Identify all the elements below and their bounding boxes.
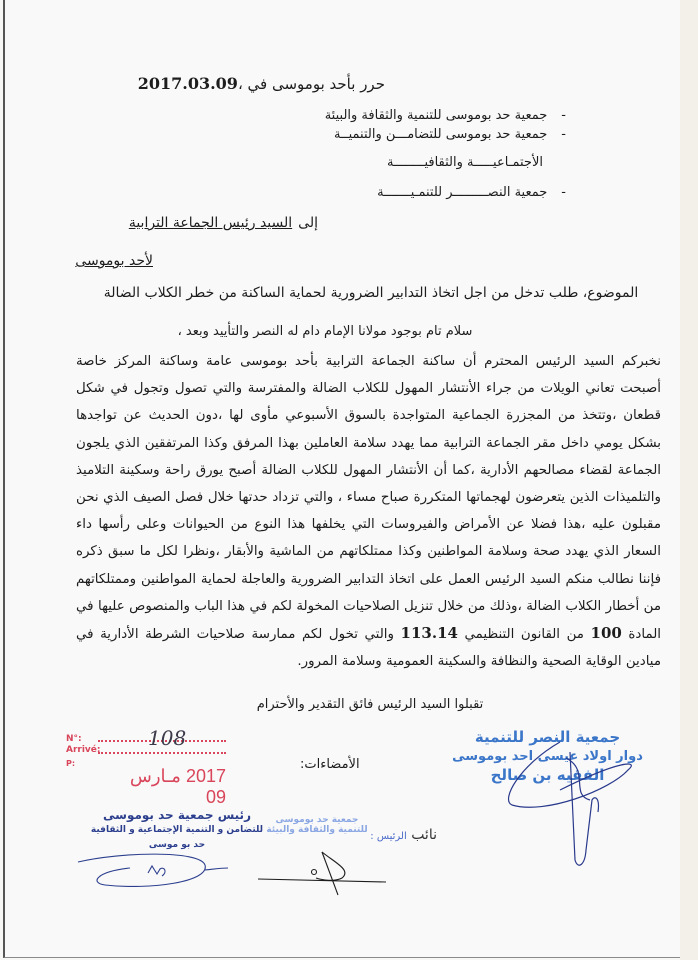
law-number: 113.14	[400, 624, 458, 643]
article-number: 100	[590, 624, 622, 643]
closing-line: تقبلوا السيد الرئيس فائق التقدير والأحترام	[256, 697, 484, 712]
stamp-p-label: P:	[66, 759, 76, 768]
stamp-line: دوار اولاد عيسى احد بوموسى	[452, 749, 643, 764]
sender-name: جمعية حد بوموسى للتنمية والثقافة والبيئة	[324, 108, 548, 123]
stamp-line: رئيس جمعية حد بوموسى	[103, 808, 251, 822]
small-association-stamp: جمعية حد بوموسى للتنمية والثقافة والبيئة	[266, 815, 368, 835]
recipient-place: لأحد بوموسى	[75, 253, 153, 269]
sender-2-continued	[387, 155, 543, 170]
deputy-label-sub: الرئيس :	[370, 831, 407, 842]
deputy-label-main: نائب	[411, 827, 437, 843]
recipient-prefix: إلى	[298, 215, 318, 231]
stamp-line: جمعية النصر للتنمية	[474, 728, 621, 746]
body-part-1: نخبركم السيد الرئيس المحترم أن ساكنة الجماعة الترابية بأحد بوموسى عامة وساكنة المركز خاصة أصبحت تعاني الويلات من جراء الأنتشار المهول للكلاب الضالة والمفترسة والتي تصول وتجول في شكل قطعان ،وتتخذ من المجزرة الجماعية المتواجدة بالسوق الأسبوعي مأوى لها ،دون الحديث عن تواجدها بشكل يومي داخل مقر الجماعة الترابية مما يهدد سلامة العاملين بهذا المرفق وكذا المرتفقين الذي يلجون الجماعة لقضاء مصالحهم الأدارية ،كما أن الأنتشار المهول للكلاب الضالة أصبح يورق راحة وسكينة التلاميذ والتلميذات الذين يتعرضون لهجماتها المتكررة صباح مساء ، والتي تزداد حدتها خلال فصل الصيف الذي نحن مقبلون عليه ،هذا فضلا عن الأمراض والفيروسات التي يخلفها هذا النوع من الحيوانات وعلى رأسها داء السعار الذي يهدد صحة وسلامة المواطنين وكذا ممتلكاتهم من الماشية والأبقار ،ونظرا لكل ما سبق ذكره فإننا نطالب منكم السيد الرئيس العمل على اتخاذ التدابير الضرورية والعاجلة لحماية المواطنين وممتلكاتهم من أخطار الكلاب الضالة ،وذلك من خلال تنزيل الصلاحيات المخولة لكم في هذا الباب والمنصوص عليها في المادة	[76, 354, 661, 643]
alnasr-association-stamp	[445, 728, 650, 785]
body-part-2: من القانون التنظيمي	[457, 627, 591, 643]
sender-dash: -	[561, 185, 566, 200]
handwritten-registration-number: 108	[148, 726, 187, 750]
greeting: سلام تام بوجود مولانا الإمام دام له النصر والتأييد وبعد ،	[177, 324, 473, 339]
sender-3	[377, 185, 566, 200]
deputy-label	[370, 827, 437, 843]
sender-dash: -	[561, 127, 566, 142]
stamp-line: للتضامن و التنمية الإجتماعية و الثقافية	[90, 825, 264, 835]
letter-date: 2017.03.09	[137, 74, 238, 93]
deputy-signature-block	[262, 815, 437, 843]
sender-dash: -	[561, 108, 566, 123]
arrival-stamp	[66, 726, 226, 807]
sender-name: جمعية النصـــــــــر للتنمـيـــــــة	[377, 185, 548, 200]
scanner-edge	[680, 0, 698, 960]
sender-name: جمعية حد بوموسى للتضامـــن والتنميــة	[334, 127, 548, 142]
place-date-line	[85, 74, 385, 93]
sender-2	[334, 127, 566, 142]
sender-1	[325, 108, 566, 123]
place-date-prefix: حرر بأحد بوموسى في ،	[237, 75, 385, 93]
letter-body	[76, 348, 661, 675]
stamp-dotted-line	[98, 752, 226, 754]
president-stamp	[82, 808, 272, 853]
stamp-line: الفقيه بن صالح	[490, 766, 605, 784]
signatures-label: الأمضاءات:	[300, 757, 360, 772]
body-part-3: والتي تخول لكم ممارسة صلاحيات الشرطة الأدارية في ميادين الوقاية الصحية والنظافة والسكينة العمومية وسلامة المرور.	[76, 627, 661, 670]
recipient-line	[129, 215, 318, 231]
stamp-arrival-label: Arrivé:	[66, 745, 101, 755]
stamp-number-label: N°:	[66, 734, 82, 744]
subject-line: الموضوع، طلب تدخل من اجل اتخاذ التدابير الضرورية لحماية الساكنة من خطر الكلاب الضالة	[103, 285, 639, 301]
stamp-line: حد بو موسى	[148, 840, 206, 850]
sender-name: الأجتمـاعيـــــة والثقافيــــــــة	[387, 155, 543, 170]
recipient-title: السيد رئيس الجماعة الترابية	[128, 215, 293, 231]
stamp-date: 2017 مـارس 09	[129, 766, 226, 807]
